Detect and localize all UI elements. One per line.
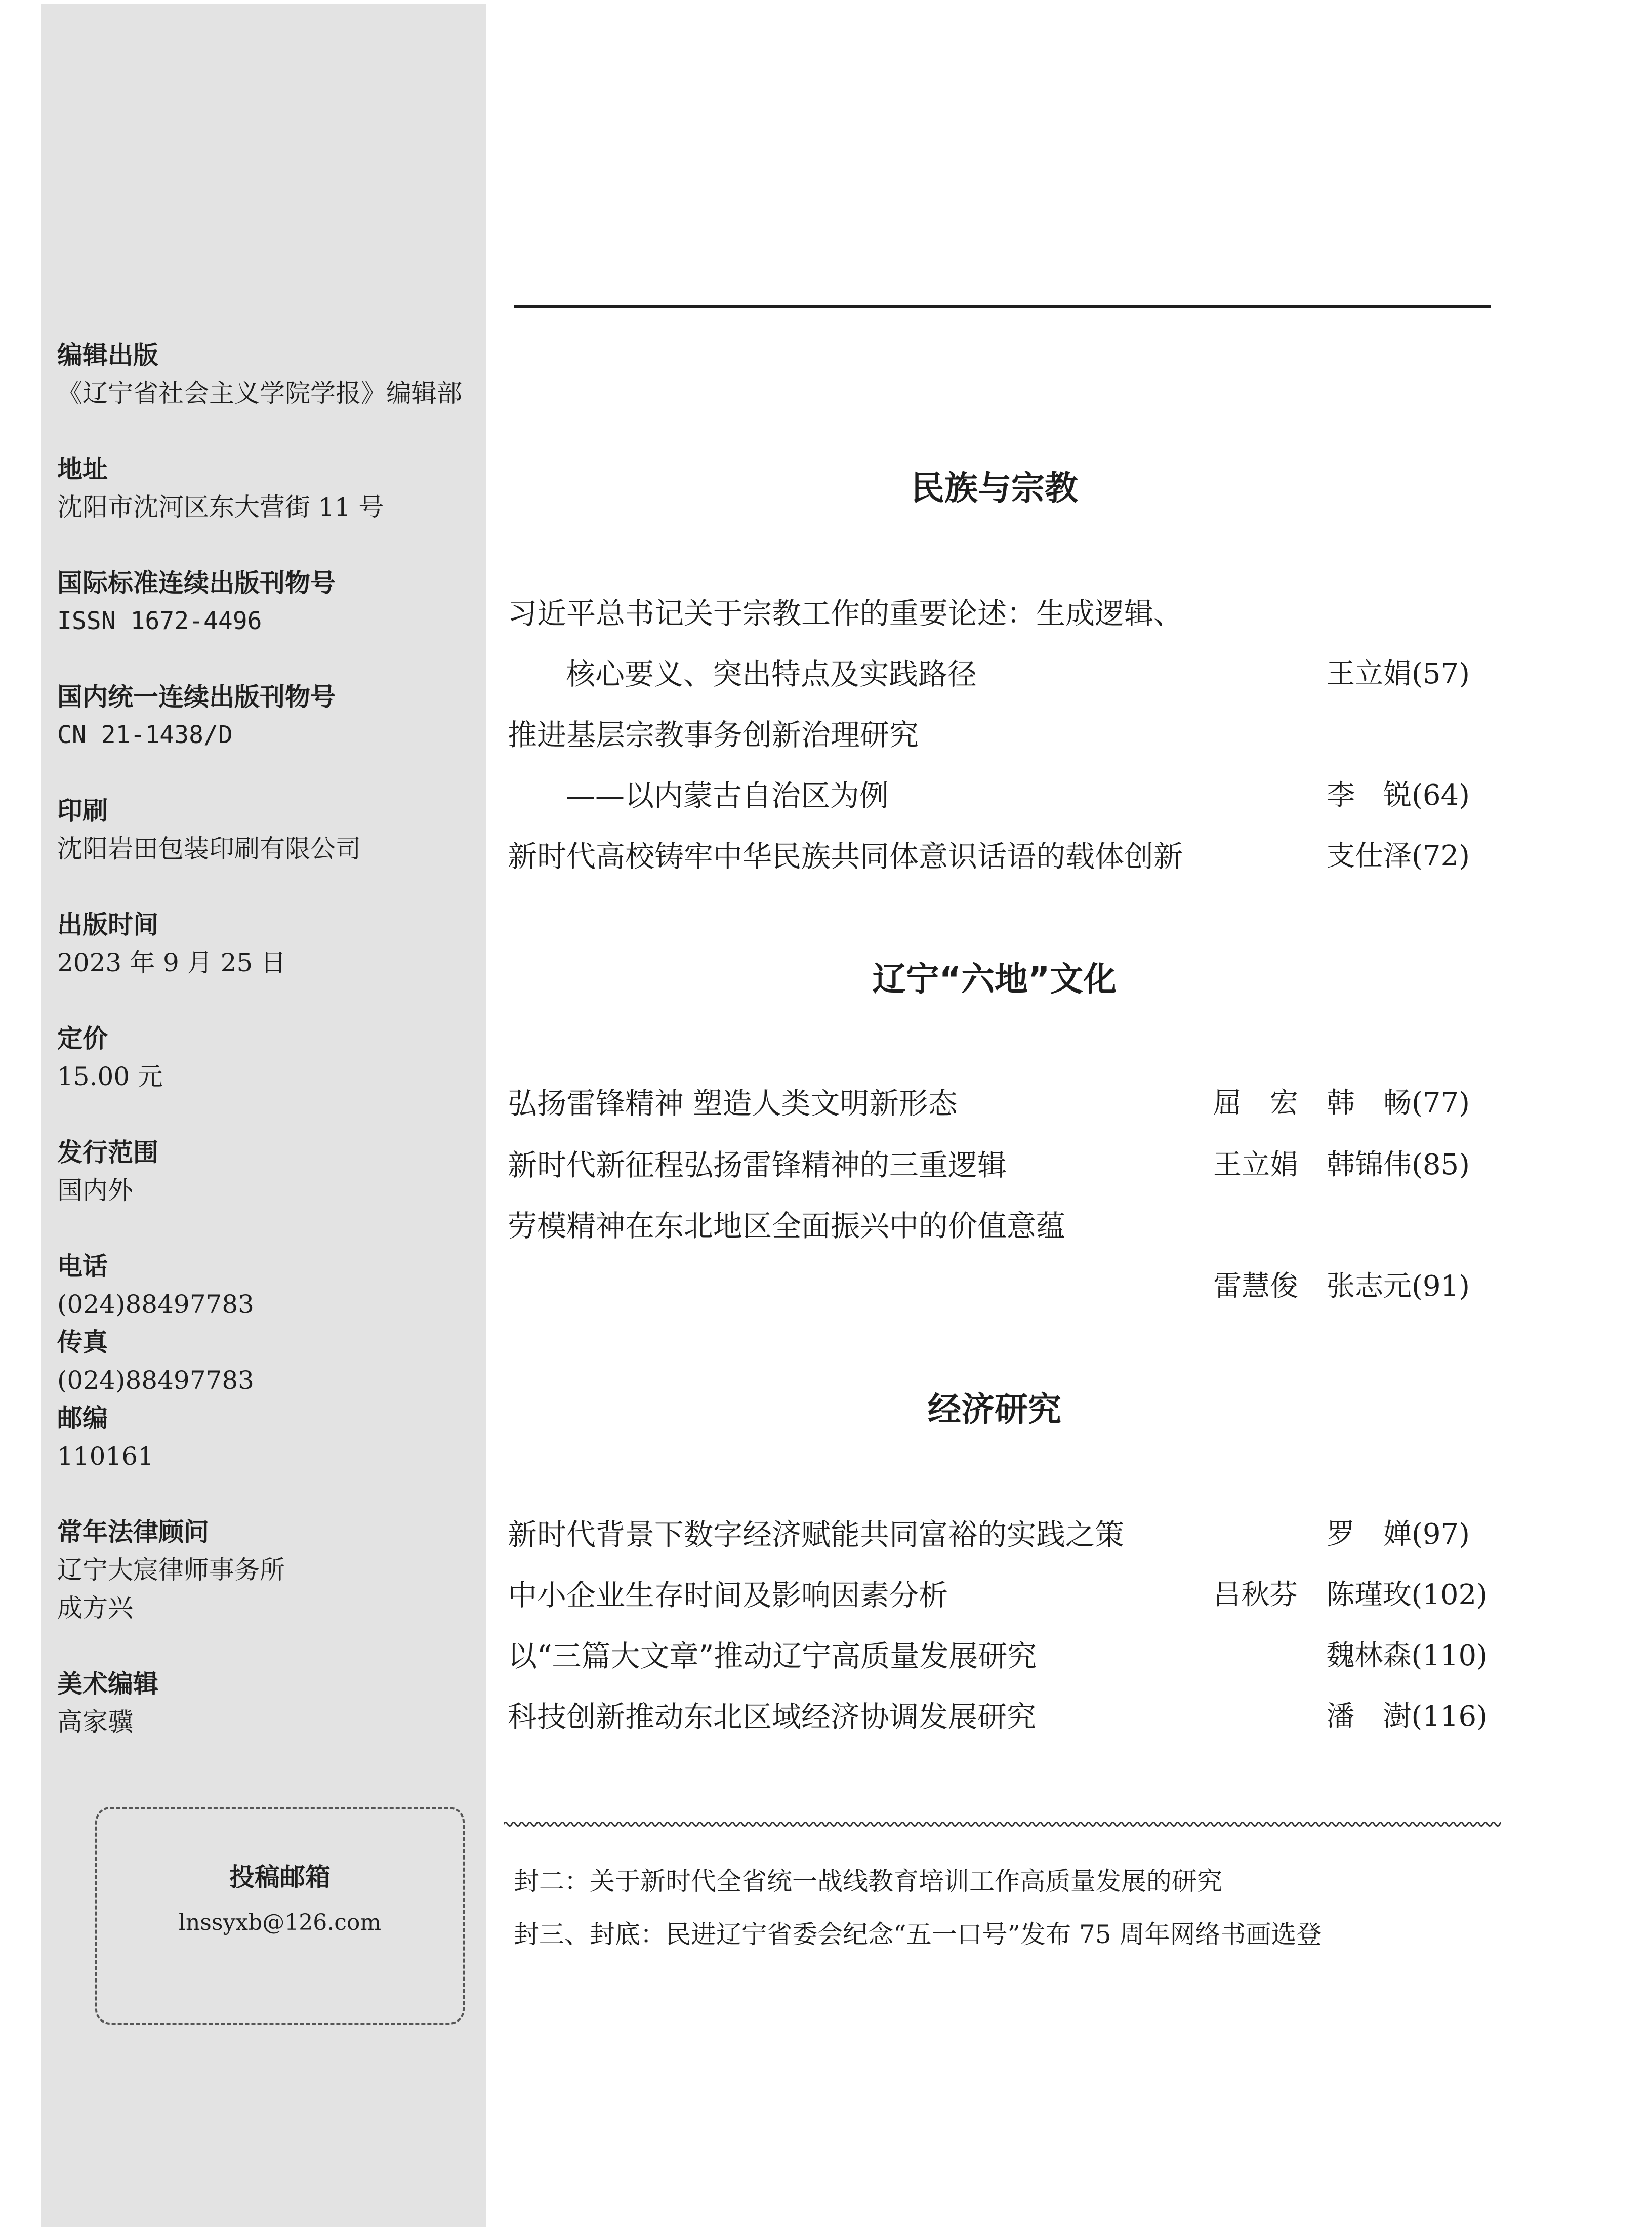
toc-entry-title: 劳模精神在东北地区全面振兴中的价值意蕴 <box>508 1209 1066 1243</box>
info-value: CN 21-1438/D <box>57 721 233 749</box>
section-title: 民族与宗教 <box>911 469 1078 508</box>
printer-info <box>57 792 472 868</box>
mailbox-email: lnssyxb@126.com <box>178 1910 382 1935</box>
info-value: 15.00 元 <box>57 1062 163 1091</box>
issn-info <box>57 564 472 640</box>
info-value: 国内外 <box>57 1176 133 1205</box>
editor-publisher-info <box>57 337 472 413</box>
wavy-divider <box>504 1819 1501 1829</box>
section-title: 经济研究 <box>928 1390 1061 1429</box>
toc-entry-title: 弘扬雷锋精神 塑造人类文明新形态 <box>508 1086 958 1121</box>
info-value: 沈阳市沈河区东大营街 11 号 <box>57 492 384 522</box>
toc-entry-title: 核心要义、突出特点及实践路径 <box>566 657 977 691</box>
contact-info <box>57 1248 472 1475</box>
toc-entry-title: 以“三篇大文章”推动辽宁高质量发展研究 <box>508 1639 1037 1673</box>
info-value: 高家骥 <box>57 1707 133 1737</box>
legal-advisor-info <box>57 1513 472 1627</box>
toc-entry-authors: 屈 宏 韩 畅(77) <box>1213 1087 1470 1120</box>
info-label: 传真 <box>57 1328 108 1357</box>
info-label: 印刷 <box>57 796 108 826</box>
info-value: 110161 <box>57 1441 154 1471</box>
toc-entry-title: 习近平总书记关于宗教工作的重要论述：生成逻辑、 <box>508 596 1183 631</box>
cover-note: 封三、封底：民进辽宁省委会纪念“五一口号”发布 75 周年网络书画选登 <box>514 1920 1322 1949</box>
cn-info <box>57 678 472 754</box>
info-value: 辽宁大宸律师事务所 <box>57 1555 285 1585</box>
info-label: 邮编 <box>57 1404 108 1433</box>
submission-mailbox <box>95 1807 465 2025</box>
toc-entry-authors: 魏林森(110) <box>1326 1639 1488 1672</box>
info-value: 《辽宁省社会主义学院学报》编辑部 <box>57 379 462 408</box>
toc-entry-authors: 吕秋芬 陈瑾玫(102) <box>1213 1579 1488 1612</box>
info-value: (024)88497783 <box>57 1290 254 1319</box>
info-label: 国际标准连续出版刊物号 <box>57 568 336 598</box>
distribution-info <box>57 1134 472 1210</box>
info-value: 沈阳岩田包装印刷有限公司 <box>57 834 361 863</box>
toc-entry-title: 推进基层宗教事务创新治理研究 <box>508 718 919 752</box>
toc-entry-title: 中小企业生存时间及影响因素分析 <box>508 1578 948 1613</box>
toc-entry-authors: 王立娟 韩锦伟(85) <box>1213 1148 1470 1181</box>
toc-entry-title: 新时代新征程弘扬雷锋精神的三重逻辑 <box>508 1148 1007 1182</box>
info-label: 常年法律顾问 <box>57 1517 209 1547</box>
toc-entry-title: 新时代高校铸牢中华民族共同体意识话语的载体创新 <box>508 839 1183 874</box>
toc-entry-title: 科技创新推动东北区域经济协调发展研究 <box>508 1700 1037 1734</box>
info-label: 美术编辑 <box>57 1669 158 1699</box>
info-label: 编辑出版 <box>57 341 158 370</box>
toc-entry-authors: 潘 澍(116) <box>1326 1700 1488 1733</box>
toc-entry-authors: 王立娟(57) <box>1327 657 1470 690</box>
info-label: 电话 <box>57 1252 108 1281</box>
info-label: 定价 <box>57 1024 108 1053</box>
toc-entry-title: ——以内蒙古自治区为例 <box>566 778 889 813</box>
art-editor-info <box>57 1665 472 1741</box>
info-value: 成方兴 <box>57 1593 133 1623</box>
mailbox-title: 投稿邮箱 <box>229 1863 331 1892</box>
toc-entry-authors: 雷慧俊 张志元(91) <box>1213 1270 1470 1303</box>
header-divider <box>514 305 1491 308</box>
info-value: ISSN 1672-4496 <box>57 607 262 635</box>
info-value: 2023 年 9 月 25 日 <box>57 948 286 977</box>
cover-note: 封二：关于新时代全省统一战线教育培训工作高质量发展的研究 <box>514 1867 1222 1896</box>
toc-entry-authors: 支仕泽(72) <box>1327 840 1470 873</box>
info-value: (024)88497783 <box>57 1366 254 1395</box>
address-info <box>57 450 472 526</box>
info-label: 出版时间 <box>57 910 158 939</box>
info-label: 地址 <box>57 455 108 484</box>
toc-entry-authors: 李 锐(64) <box>1327 779 1470 812</box>
publish-date-info <box>57 906 472 982</box>
toc-entry-title: 新时代背景下数字经济赋能共同富裕的实践之策 <box>508 1517 1125 1552</box>
toc-entry-authors: 罗 婵(97) <box>1327 1518 1470 1551</box>
section-title: 辽宁“六地”文化 <box>872 960 1117 999</box>
price-info <box>57 1020 472 1096</box>
info-label: 国内统一连续出版刊物号 <box>57 682 336 712</box>
info-label: 发行范围 <box>57 1138 158 1167</box>
